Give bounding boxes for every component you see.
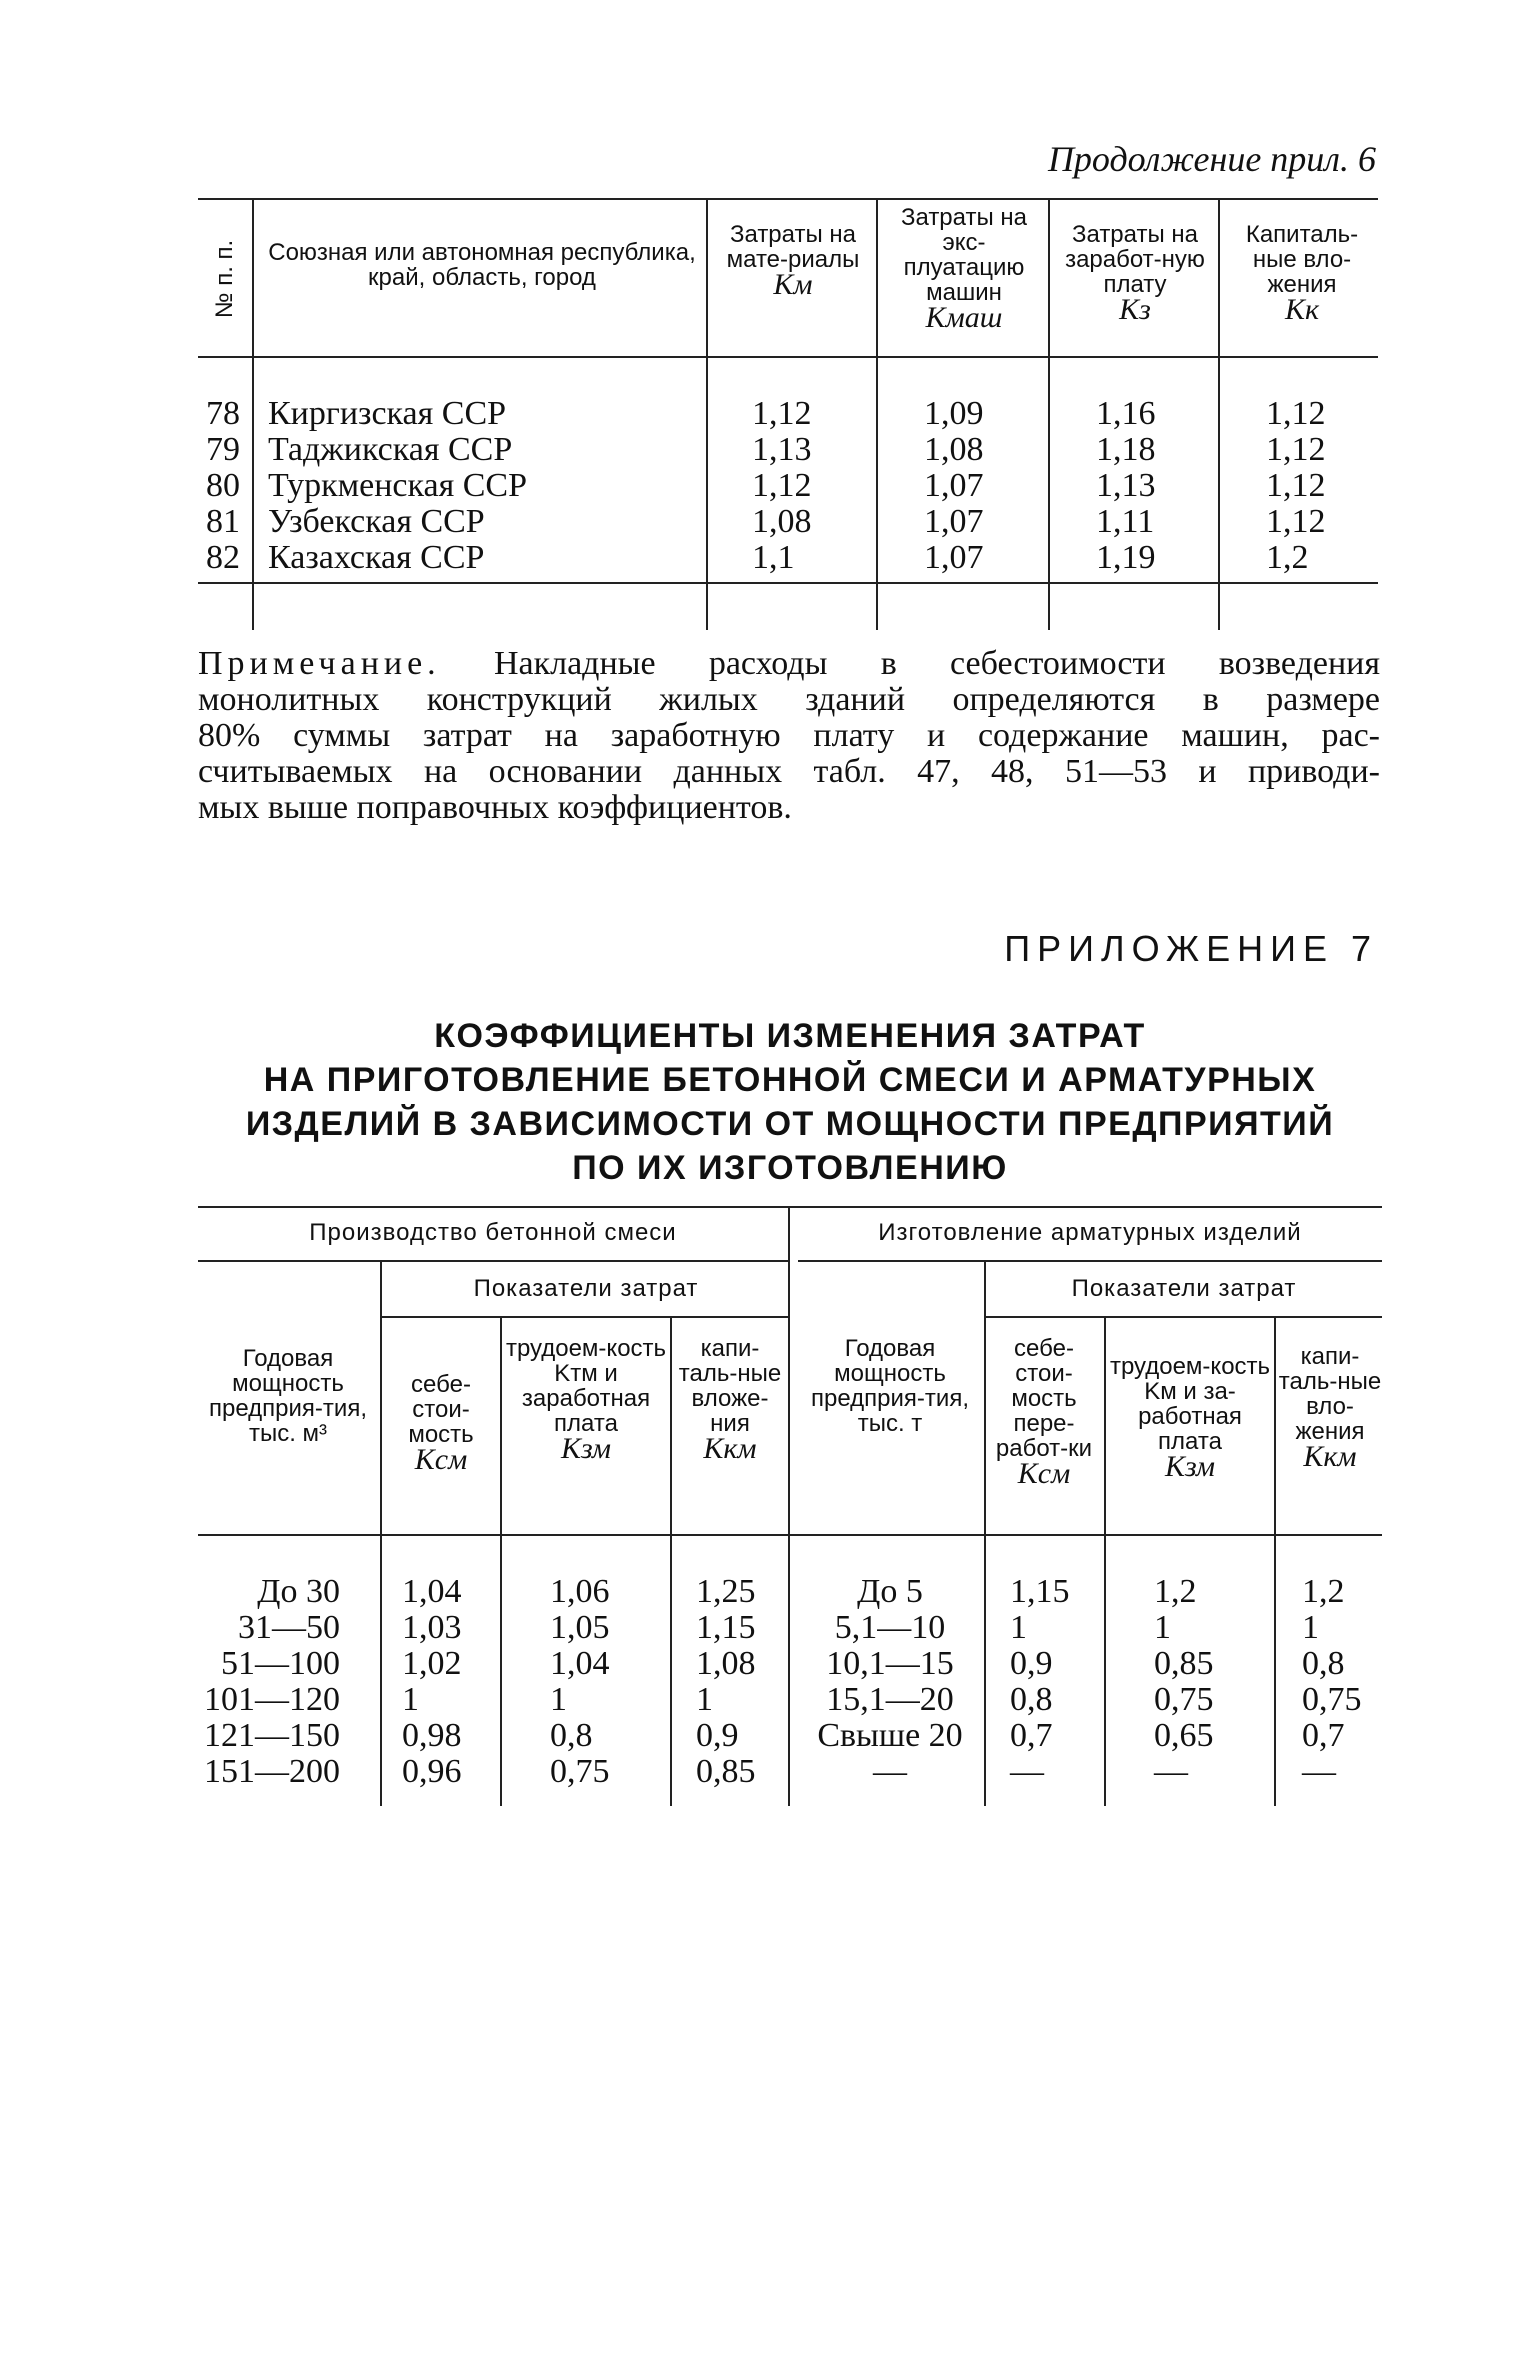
table-cell: 1,07 — [924, 467, 984, 504]
table-cell: 0,96 — [402, 1753, 462, 1790]
sym-ksm-r: Kсм — [1017, 1457, 1071, 1490]
col-header-wages: Затраты на заработ-ную плату Kз — [1054, 222, 1216, 322]
indicators-header-left: Показатели затрат — [473, 1275, 699, 1302]
col-capacity-concrete — [198, 1574, 340, 1790]
table-cell: 0,9 — [696, 1717, 739, 1754]
table-cell: 1,12 — [752, 395, 812, 432]
note-line: мых выше поправочных коэффициентов. — [198, 789, 792, 826]
note-label: Примечание. — [198, 645, 441, 682]
table-cell: 1,07 — [924, 539, 984, 576]
table-cell: 1 — [550, 1681, 567, 1718]
note-paragraph — [198, 646, 1380, 826]
table-cell: 1,16 — [1096, 395, 1156, 432]
table-cell: 0,75 — [1302, 1681, 1362, 1718]
table-cell: 5,1—10 — [834, 1609, 946, 1646]
sym-ksm: Kсм — [414, 1443, 468, 1476]
col-kk — [1266, 396, 1326, 576]
col-header-capacity-concrete: Годовая мощность предприя-тия, тыс. м³ — [209, 1345, 367, 1447]
col-header-labor-reinf: трудоем-кость Kм и за-работная плата Kзм — [1109, 1353, 1271, 1483]
note-line: Накладные расходы в себестоимости возведения — [493, 645, 1380, 682]
sym-km: Kм — [773, 268, 813, 301]
table-cell: 1 — [1010, 1609, 1027, 1646]
table-cell: 1,12 — [752, 467, 812, 504]
col-capital-reinf — [1302, 1574, 1378, 1790]
table-cell: 0,8 — [1010, 1681, 1053, 1718]
note-line: монолитных конструкций жилых зданий определяются в размере — [198, 681, 1380, 718]
table-cell: 1,12 — [1266, 431, 1326, 468]
note-line: считываемых на основании данных табл. 47, 48, 51—53 и приводи- — [198, 753, 1380, 790]
table-cell: 1 — [696, 1681, 713, 1718]
group-header-concrete: Производство бетонной смеси — [309, 1219, 677, 1246]
col-capacity-reinf — [800, 1574, 980, 1790]
table-cell: 0,85 — [696, 1753, 756, 1790]
table-cell: 0,9 — [1010, 1645, 1053, 1682]
table-cell: 1,04 — [402, 1573, 462, 1610]
table-cell: 1,1 — [752, 539, 795, 576]
col-region — [268, 396, 527, 576]
col-labor-concrete — [550, 1574, 610, 1790]
table-cell: 1,2 — [1266, 539, 1309, 576]
table-cell: 0,7 — [1010, 1717, 1053, 1754]
col-cost-concrete — [402, 1574, 462, 1790]
col-num — [198, 396, 248, 576]
table-cell: 1,09 — [924, 395, 984, 432]
table-cell: Узбекская ССР — [268, 503, 485, 540]
sym-kmash: Kмаш — [925, 301, 1003, 334]
col-header-capital-concrete: капи-таль-ные вложе-ния Kкм — [674, 1336, 786, 1461]
table-cell: 1,15 — [1010, 1573, 1070, 1610]
table-cell: 151—200 — [204, 1753, 340, 1790]
table-cell: 0,75 — [1154, 1681, 1214, 1718]
table-cell: 0,8 — [550, 1717, 593, 1754]
table-cell: 0,65 — [1154, 1717, 1214, 1754]
table-cell: 0,98 — [402, 1717, 462, 1754]
table-cell: 121—150 — [204, 1717, 340, 1754]
table-cell: 80 — [206, 467, 240, 504]
table-cell: Таджикская ССР — [268, 431, 513, 468]
table-cell: 1,08 — [696, 1645, 756, 1682]
table-cell: 0,75 — [550, 1753, 610, 1790]
table-cell: 0,85 — [1154, 1645, 1214, 1682]
sym-kz: Kз — [1119, 293, 1151, 326]
table-cell: 51—100 — [221, 1645, 340, 1682]
table-cell: 1,2 — [1154, 1573, 1197, 1610]
table-cell: 1,02 — [402, 1645, 462, 1682]
table-cell: 101—120 — [204, 1681, 340, 1718]
col-km — [752, 396, 812, 576]
sym-kk: Kк — [1284, 293, 1320, 326]
table-cell: 10,1—15 — [826, 1645, 954, 1682]
appendix-title: КОЭФФИЦИЕНТЫ ИЗМЕНЕНИЯ ЗАТРАТ НА ПРИГОТОВЛЕНИЕ БЕТОННОЙ СМЕСИ И АРМАТУРНЫХ ИЗДЕЛИЙ В ЗАВИСИМОСТИ ОТ МОЩНОСТИ ПРЕДПРИЯТИЙ ПО ИХ ИЗГОТОВЛЕНИЮ — [245, 1017, 1335, 1187]
table-cell: 81 — [206, 503, 240, 540]
col-header-machines: Затраты на экс-плуатацию машин Kмаш — [884, 205, 1044, 330]
group-header-reinforcement: Изготовление арматурных изделий — [878, 1219, 1302, 1246]
table-cell: 1,06 — [550, 1573, 610, 1610]
table-cell: 1,15 — [696, 1609, 756, 1646]
sym-kzm: Kзм — [560, 1432, 612, 1465]
table-cell: До 5 — [857, 1573, 923, 1610]
table-cell: 1,19 — [1096, 539, 1156, 576]
table-cell: 1,11 — [1096, 503, 1155, 540]
table-cell: — — [1154, 1753, 1188, 1790]
table-cell: 1 — [1154, 1609, 1171, 1646]
table-cell: — — [1010, 1753, 1044, 1790]
col-kz — [1096, 396, 1156, 576]
table-cell: 1,18 — [1096, 431, 1156, 468]
table-cell: 1,05 — [550, 1609, 610, 1646]
table-cell: 1,03 — [402, 1609, 462, 1646]
table-cell: 1,2 — [1302, 1573, 1345, 1610]
table-cell: 82 — [206, 539, 240, 576]
table-cell: Киргизская ССР — [268, 395, 507, 432]
continuation-label: Продолжение прил. 6 — [1047, 139, 1376, 179]
sym-kzm-r: Kзм — [1164, 1450, 1216, 1483]
table-cell: 1,25 — [696, 1573, 756, 1610]
table-cell: 0,7 — [1302, 1717, 1345, 1754]
col-cost-reinf — [1010, 1574, 1090, 1790]
table-cell: 1,13 — [1096, 467, 1156, 504]
col-labor-reinf — [1154, 1574, 1234, 1790]
indicators-header-right: Показатели затрат — [1071, 1275, 1297, 1302]
table-cell: 1,12 — [1266, 395, 1326, 432]
table-cell: 1,04 — [550, 1645, 610, 1682]
col-header-num: № п. п. — [211, 239, 239, 319]
table-cell: — — [1302, 1753, 1336, 1790]
table-cell: До 30 — [257, 1573, 340, 1610]
col-header-cost-concrete: себе-стои-мость Kсм — [384, 1372, 498, 1472]
table-cell: 15,1—20 — [826, 1681, 954, 1718]
appendix-label: ПРИЛОЖЕНИЕ 7 — [1004, 928, 1378, 969]
col-header-capital-reinf: капи-таль-ные вло-жения Kкм — [1278, 1343, 1382, 1473]
col-header-capacity-reinf: Годовая мощность предприя-тия, тыс. т — [811, 1335, 969, 1437]
table-cell: 1,12 — [1266, 503, 1326, 540]
col-header-region: Союзная или автономная республика, край, область, город — [268, 239, 696, 291]
table-cell: 1 — [1302, 1609, 1319, 1646]
table-cell: 1,08 — [924, 431, 984, 468]
table-cell: 1,12 — [1266, 467, 1326, 504]
col-kmash — [924, 396, 984, 576]
col-header-capital: Капиталь-ные вло-жения Kк — [1224, 222, 1380, 322]
table-cell: 1,08 — [752, 503, 812, 540]
table-cell: Туркменская ССР — [268, 467, 527, 504]
table-cell: — — [873, 1753, 907, 1790]
sym-kkm-r: Kкм — [1303, 1440, 1357, 1473]
col-header-materials: Затраты на мате-риалы Kм — [714, 222, 872, 297]
table-cell: 79 — [206, 431, 240, 468]
table-cell: Свыше 20 — [817, 1717, 963, 1754]
col-header-labor-concrete: трудоем-кость Kтм и заработная плата Kзм — [505, 1335, 667, 1465]
sym-kkm: Kкм — [703, 1432, 757, 1465]
table-cell: 1,13 — [752, 431, 812, 468]
table-cell: 1,07 — [924, 503, 984, 540]
col-header-cost-reinf: себе-стои-мость пере-работ-ки Kсм — [986, 1336, 1102, 1486]
note-line: 80% суммы затрат на заработную плату и содержание машин, рас- — [198, 717, 1380, 754]
table-cell: 31—50 — [238, 1609, 340, 1646]
table-cell: Казахская ССР — [268, 539, 485, 576]
table-cell: 1 — [402, 1681, 419, 1718]
table-cell: 78 — [206, 395, 240, 432]
table-cell: 0,8 — [1302, 1645, 1345, 1682]
col-capital-concrete — [696, 1574, 756, 1790]
